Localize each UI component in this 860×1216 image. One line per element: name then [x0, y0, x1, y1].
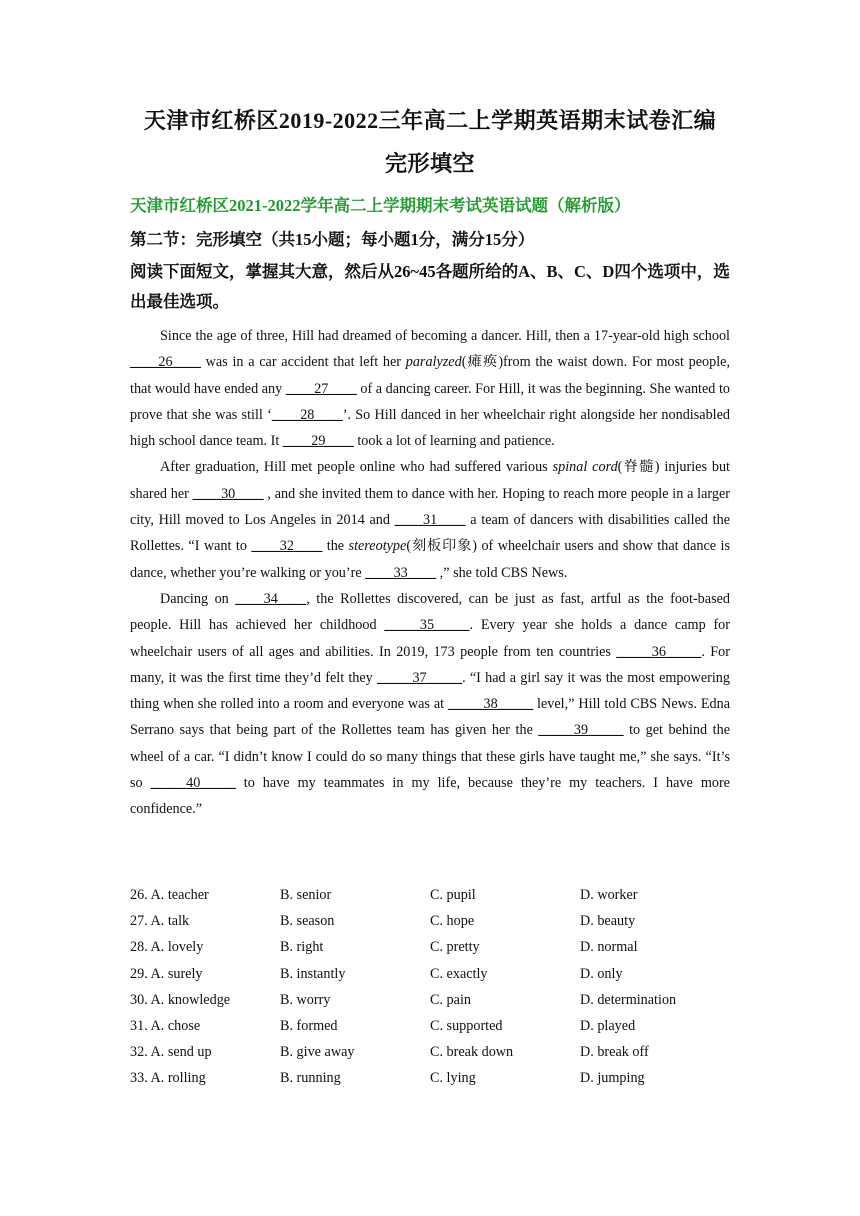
blank-31: ____31____	[394, 512, 466, 529]
document-title: 天津市红桥区2019-2022三年高二上学期英语期末试卷汇编	[143, 108, 717, 133]
blank-30: ____30____	[192, 485, 264, 502]
option-row-26	[130, 882, 730, 908]
paragraph-2	[130, 454, 730, 585]
blank-40: _____40_____	[150, 775, 236, 792]
option-d: D. jumping	[580, 1070, 645, 1087]
paragraph-3	[130, 586, 730, 823]
option-d: D. played	[580, 1017, 636, 1034]
text-span: Since the age of three, Hill had dreamed of becoming a dancer. Hill, then a 17-year-old high school	[160, 328, 730, 344]
option-b: B. worry	[280, 991, 331, 1008]
option-c: C. pretty	[430, 939, 480, 956]
option-d: D. beauty	[580, 913, 636, 930]
option-b: B. running	[280, 1070, 341, 1087]
option-a: 29. A. surely	[130, 965, 203, 982]
option-c: C. pupil	[430, 887, 476, 903]
option-d: D. only	[580, 965, 623, 982]
option-a: 30. A. knowledge	[130, 991, 231, 1008]
option-row-29	[130, 961, 730, 987]
text-span: took a lot of learning and patience.	[353, 433, 555, 450]
option-row-30	[130, 987, 730, 1013]
text-span: ,” she told CBS News.	[436, 564, 568, 581]
answer-options	[130, 882, 730, 1092]
text-span: a team of dancers with disabilities called the Rollettes. “I want to	[130, 512, 730, 555]
text-span: After graduation, Hill met people online who had suffered various	[160, 459, 553, 476]
option-b: B. give away	[280, 1044, 355, 1061]
blank-36: _____36_____	[616, 643, 702, 660]
term-stereotype: stereotype	[348, 538, 407, 555]
option-d: D. determination	[580, 991, 677, 1008]
blank-33: ____33____	[365, 564, 437, 581]
option-b: B. instantly	[280, 965, 346, 982]
option-row-31	[130, 1013, 730, 1039]
text-span: was in a car accident that left her	[200, 354, 406, 371]
document-subtitle: 完形填空	[384, 151, 475, 176]
blank-32: ____32____	[251, 538, 323, 555]
text-span: . For many, it was the first time they’d felt they	[130, 643, 730, 686]
option-d: D. break off	[580, 1044, 649, 1061]
section-heading: 第二节：完形填空（共15小题；每小题1分，满分15分）	[130, 230, 535, 249]
option-row-33	[130, 1065, 730, 1091]
text-span: (脊髓) injuries but shared her	[130, 459, 730, 502]
paragraph-1	[130, 323, 730, 454]
text-span: . Every year she holds a dance camp for wheelchair users of all ages and abilities. In 2019, 173 people from ten countries	[130, 617, 730, 660]
blank-37: _____37_____	[376, 669, 463, 686]
text-span: . “I had a girl say it was the most empowering thing when she rolled into a room and everyone was at	[130, 669, 730, 713]
option-b: B. season	[280, 913, 335, 930]
option-b: B. right	[280, 939, 324, 956]
option-a: 32. A. send up	[130, 1044, 212, 1061]
option-a: 28. A. lovely	[130, 939, 204, 956]
blank-28: ____28____	[271, 406, 343, 423]
blank-39: _____39_____	[538, 722, 624, 739]
text-span: level,” Hill told CBS News. Edna Serrano says that being part of the Rollettes team has given her the	[130, 696, 730, 739]
option-b: B. senior	[280, 887, 332, 903]
option-c: C. lying	[430, 1070, 476, 1087]
option-a: 27. A. talk	[130, 913, 190, 930]
text-span: the	[322, 538, 349, 555]
text-span: to get behind the wheel of a car. “I didn’t know I could do so many things that these girls have taught me,” she says. “It’s so	[130, 722, 730, 792]
term-spinal-cord: spinal cord	[552, 459, 618, 476]
option-row-32	[130, 1039, 730, 1065]
blank-35: _____35_____	[384, 617, 470, 634]
option-a: 33. A. rolling	[130, 1070, 206, 1087]
option-c: C. supported	[430, 1017, 503, 1034]
blank-34: ____34____	[235, 590, 307, 607]
text-span: to have my teammates in my life, because they’re my teachers. I have more confidence.”	[130, 775, 730, 818]
text-span: (刻板印象) of wheelchair users and show that dance is dance, whether you’re walking or you’re	[130, 538, 730, 581]
option-c: C. pain	[430, 991, 471, 1008]
term-paralyzed: paralyzed	[405, 354, 462, 371]
text-span: of a dancing career. For Hill, it was the beginning. She wanted to prove that she was still ‘	[130, 380, 730, 423]
option-row-27	[130, 908, 730, 934]
option-a: 26. A. teacher	[130, 887, 209, 903]
option-d: D. normal	[580, 939, 638, 956]
blank-26: ____26____	[130, 354, 201, 371]
text-span: ’. So Hill danced in her wheelchair right alongside her nondisabled high school dance team. It	[130, 406, 730, 450]
cloze-passage	[130, 323, 730, 823]
text-span: , and she invited them to dance with her. Hoping to reach more people in a larger city, Hill moved to Los Angeles in 2014 and	[130, 485, 730, 529]
text-span: (瘫痪)from the waist down. For most people, that would have ended any	[130, 354, 730, 397]
option-c: C. exactly	[430, 965, 488, 982]
option-c: C. break down	[430, 1044, 514, 1061]
text-span: , the Rollettes discovered, can be just as fast, artful as the foot-based people. Hill has achieved her childhood	[130, 590, 730, 634]
blank-27: ____27____	[285, 380, 357, 397]
source-heading: 天津市红桥区2021-2022学年高二上学期期末考试英语试题（解析版）	[130, 196, 631, 215]
option-b: B. formed	[280, 1017, 338, 1034]
option-d: D. worker	[580, 887, 638, 903]
option-c: C. hope	[430, 913, 475, 930]
text-span: Dancing on	[160, 590, 236, 607]
blank-29: ____29____	[282, 433, 354, 450]
blank-38: _____38_____	[448, 696, 534, 713]
option-a: 31. A. chose	[130, 1017, 201, 1034]
option-row-28	[130, 934, 730, 960]
instructions: 阅读下面短文，掌握其大意，然后从26~45各题所给的A、B、C、D四个选项中，选出最佳选项。	[130, 262, 730, 311]
